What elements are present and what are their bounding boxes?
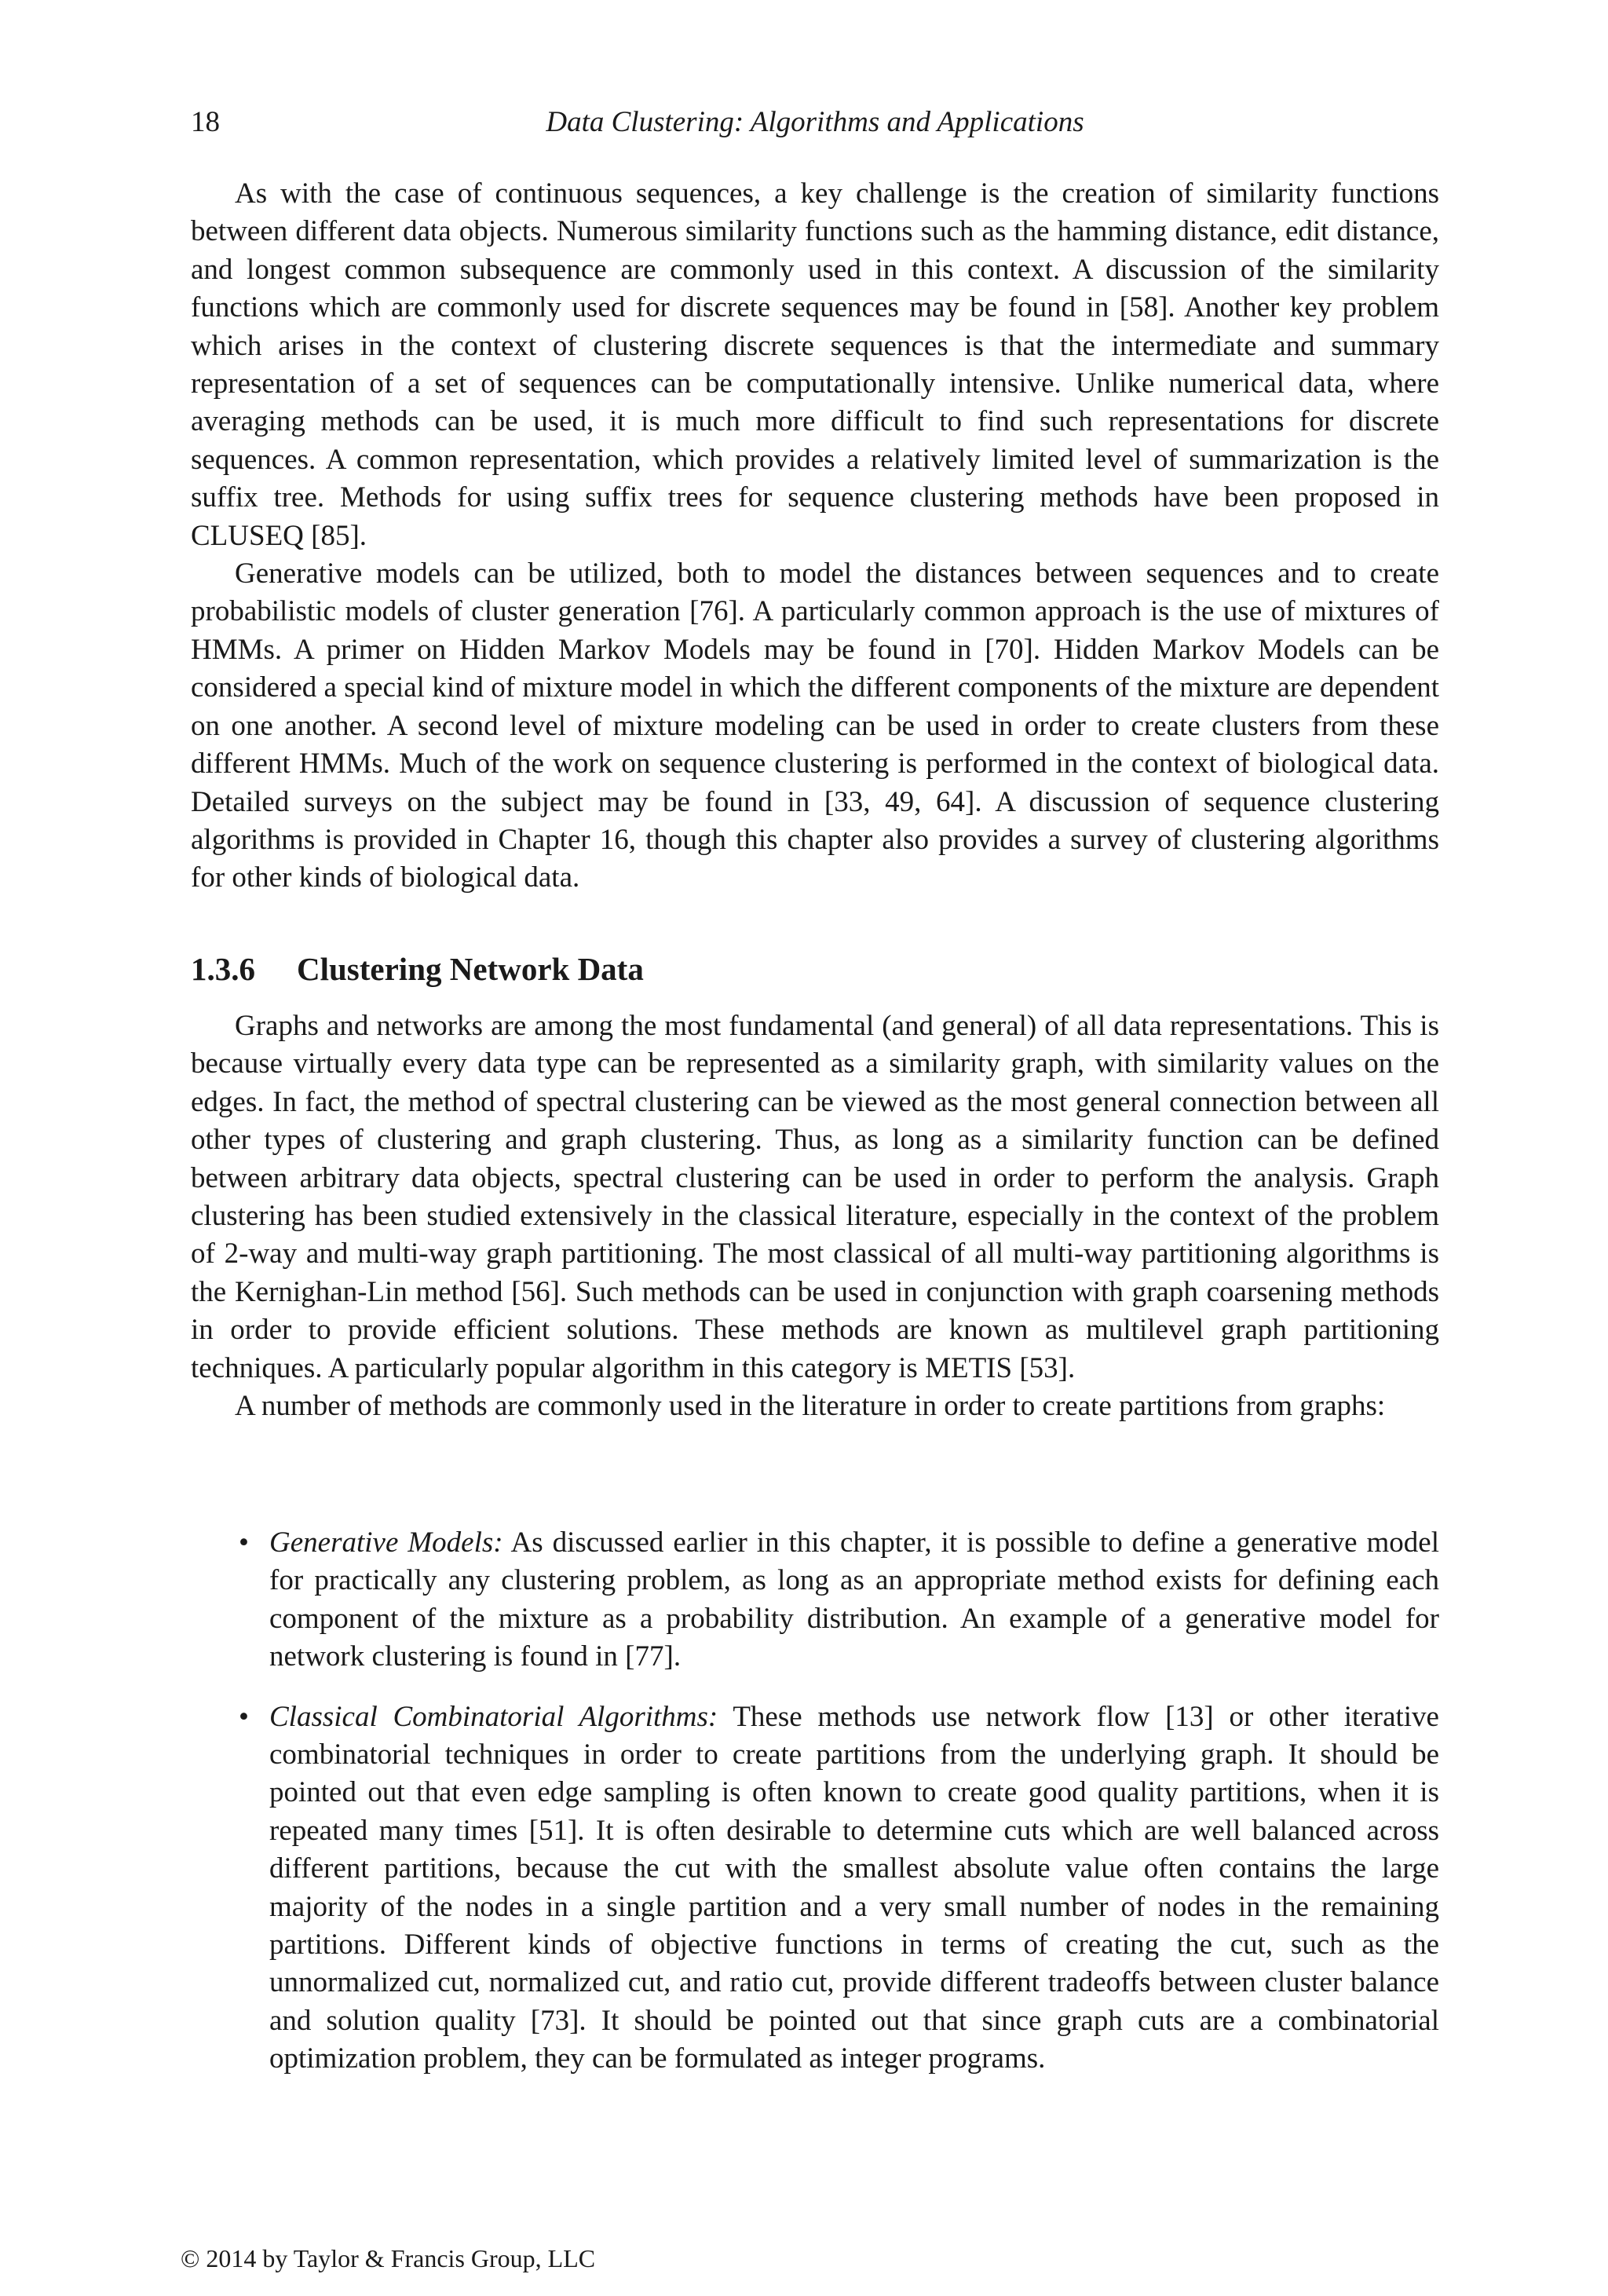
section-title: Clustering Network Data xyxy=(297,951,644,987)
running-header xyxy=(191,101,1439,144)
paragraph: A number of methods are commonly used in the literature in order to create partitions from graphs: xyxy=(235,1390,1386,1423)
page-number: 18 xyxy=(191,106,220,138)
section-text xyxy=(191,1007,1439,1425)
paragraph: As with the case of continuous sequences, a key challenge is the creation of similarity functions between different data objects. Numerous similarity functions such as the hamming distance, edit distance, and longest common subsequence are commonly used in this context. A discussion of the similarity functions which are commonly used for discrete sequences may be found in [58]. Another key problem which arises in the context of clustering discrete sequences is that the intermediate and summary representation of a set of sequences can be computationally intensive. Unlike numerical data, where averaging methods can be used, it is much more difficult to find such representations for discrete sequences. A common representation, which provides a relatively limited level of summarization is the suffix tree. Methods for using suffix trees for sequence clustering methods have been proposed in CLUSEQ [85]. xyxy=(191,177,1439,552)
intro-text xyxy=(191,175,1439,898)
list-item xyxy=(236,1698,1439,2078)
paragraph: Generative models can be utilized, both to model the distances between sequences and to create probabilistic models of cluster generation [76]. A particularly common approach is the use of mixtures of HMMs. A primer on Hidden Markov Models may be found in [70]. Hidden Markov Models can be considered a special kind of mixture model in which the different components of the mixture are dependent on one another. A second level of mixture modeling can be used in order to create clusters from these different HMMs. Much of the work on sequence clustering is performed in the context of biological data. Detailed surveys on the subject may be found in [33, 49, 64]. A discussion of sequence clustering algorithms is provided in Chapter 16, though this chapter also provides a survey of clustering algorithms for other kinds of biological data. xyxy=(191,558,1439,894)
section-number: 1.3.6 xyxy=(191,951,255,987)
paragraph: Graphs and networks are among the most fundamental (and general) of all data representations. This is because virtually every data type can be represented as a similarity graph, with similarity values on the edges. In fact, the method of spectral clustering can be viewed as the most general connection between all other types of clustering and graph clustering. Thus, as long as a similarity function can be defined between arbitrary data objects, spectral clustering can be used in order to perform the analysis. Graph clustering has been studied extensively in the classical literature, especially in the context of the problem of 2-way and multi-way graph partitioning. The most classical of all multi-way partitioning algorithms is the Kernighan-Lin method [56]. Such methods can be used in conjunction with graph coarsening methods in order to provide efficient solutions. These methods are known as multilevel graph partitioning techniques. A particularly popular algorithm in this category is METIS [53]. xyxy=(191,1010,1439,1384)
list-item xyxy=(236,1524,1439,1676)
running-title: Data Clustering: Algorithms and Applications xyxy=(546,106,1084,138)
list-item-text: These methods use network flow [13] or other iterative combinatorial techniques in order to create partitions from the underlying graph. It should be pointed out that even edge sampling is often known to create good quality partitions, when it is repeated many times [51]. It is often desirable to determine cuts which are well balanced across different partitions, because the cut with the smallest absolute value often contains the large majority of the nodes in a single partition and a very small number of nodes in the remaining partitions. Different kinds of objective functions in terms of creating the cut, such as the unnormalized cut, normalized cut, and ratio cut, provide different tradeoffs between cluster balance and solution quality [73]. It should be pointed out that since graph cuts are a combinatorial optimization problem, they can be formulated as integer programs. xyxy=(269,1700,1439,2075)
list-item-term: Classical Combinatorial Algorithms: xyxy=(269,1700,718,1733)
list-item-term: Generative Models: xyxy=(269,1526,503,1559)
list-item-text: As discussed earlier in this chapter, it is possible to define a generative model for practically any clustering problem, as long as an appropriate method exists for defining each component of the mixture as a probability distribution. An example of a generative model for network clustering is found in [77]. xyxy=(269,1526,1439,1673)
bullet-icon: • xyxy=(239,1700,249,1733)
copyright-footer: © 2014 by Taylor & Francis Group, LLC xyxy=(181,2244,596,2272)
section-heading xyxy=(191,947,644,991)
bullet-icon: • xyxy=(239,1526,249,1559)
method-list xyxy=(236,1524,1439,2078)
